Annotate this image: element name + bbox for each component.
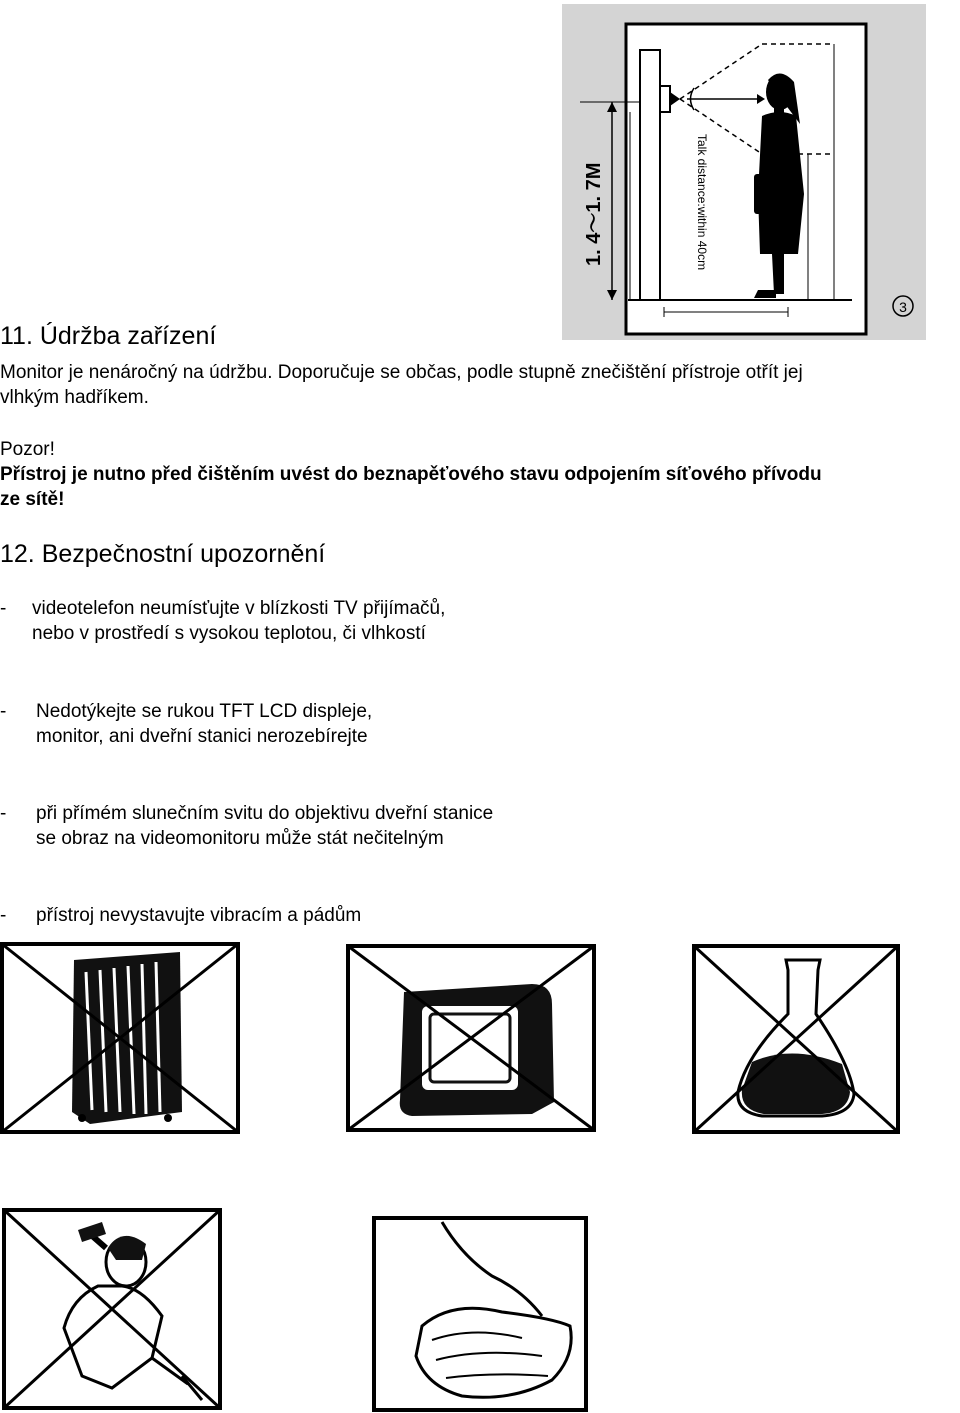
safety-item-dash: - [0,803,7,824]
tv-icon [346,944,596,1132]
safety-item-line: monitor, ani dveřní stanici nerozebírejte [36,726,368,747]
heater-icon [0,942,240,1134]
safety-item-line: nebo v prostředí s vysokou teplotou, či vlhkostí [32,623,426,644]
safety-item-line: přístroj nevystavujte vibracím a pádům [36,905,362,926]
talk-distance-label: Talk distance:within 40cm [695,134,709,271]
maintenance-text-line2: vlhkým hadříkem. [0,387,149,408]
safety-item-line: při přímém slunečním svitu do objektivu dveřní stanice [36,803,494,824]
safety-item-dash: - [0,598,7,619]
safety-item-line: videotelefon neumísťujte v blízkosti TV přijímačů, [32,598,446,619]
cloth-hand-icon [372,1216,588,1412]
height-label: 1. 4～1. 7M [583,162,605,266]
safety-item-dash: - [0,905,7,926]
safety-item-line: se obraz na videomonitoru může stát nečitelným [36,828,444,849]
safety-item-dash: - [0,701,7,722]
safety-item-line: Nedotýkejte se rukou TFT LCD displeje, [36,701,373,722]
warning-title: Pozor! [0,439,55,460]
flask-icon [692,944,900,1134]
installation-height-figure [562,4,926,340]
svg-text:3: 3 [899,299,907,315]
maintenance-heading: 11. Údržba zařízení [0,322,217,350]
safety-heading: 12. Bezpečnostní upozornění [0,540,326,568]
hammer-man-icon [2,1208,222,1410]
warning-text-line2: ze sítě! [0,489,65,510]
maintenance-text-line1: Monitor je nenáročný na údržbu. Doporučuje se občas, podle stupně znečištění přístroje otřít jej [0,362,803,383]
warning-text-line1: Přístroj je nutno před čištěním uvést do beznapěťového stavu odpojením síťového přívodu [0,464,822,485]
